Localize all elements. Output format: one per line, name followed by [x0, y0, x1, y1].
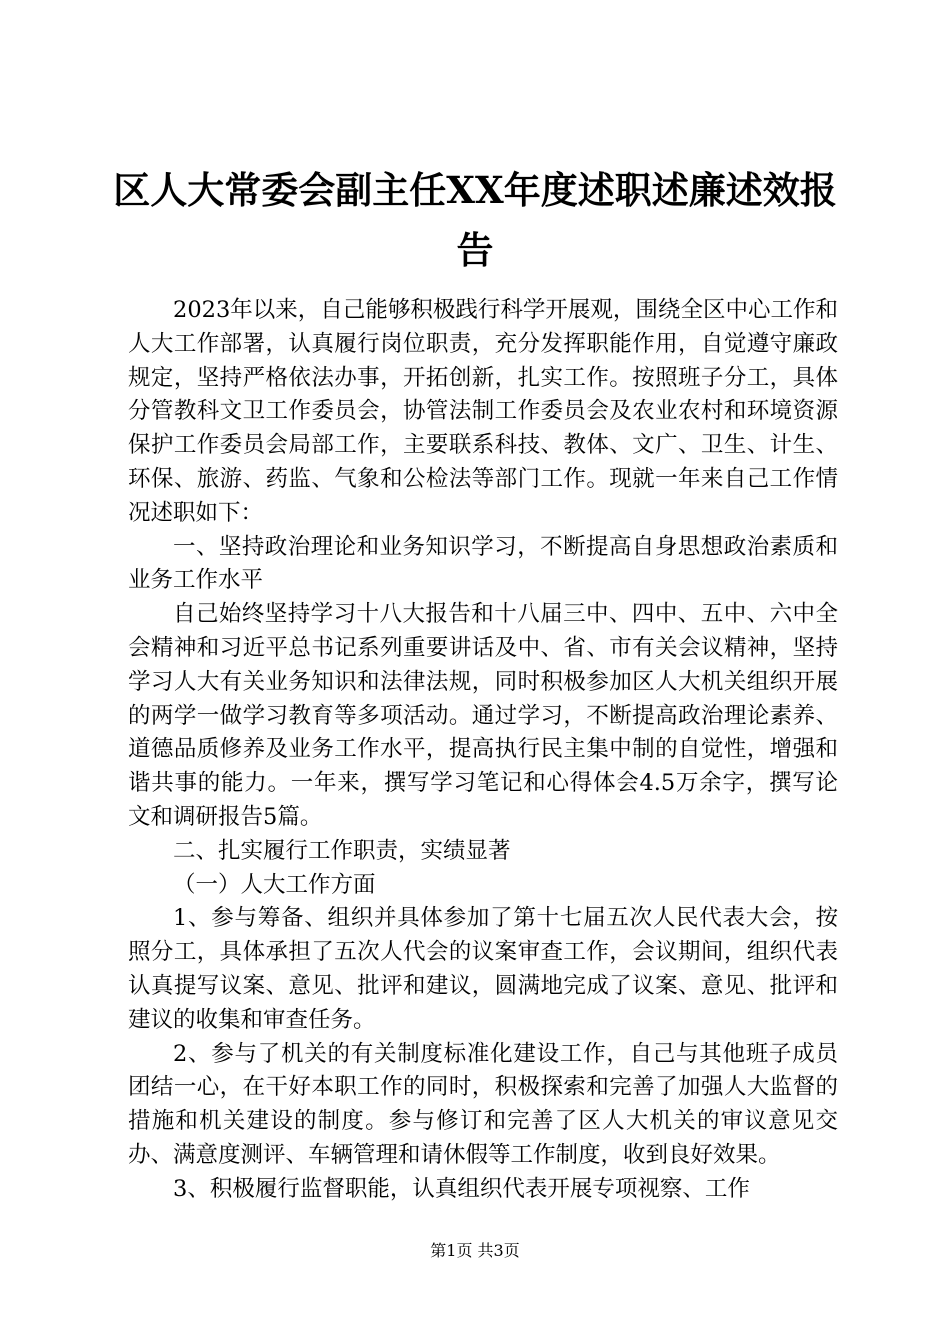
section-heading-2: 二、扎实履行工作职责，实绩显著 — [173, 837, 511, 864]
document-title: 区人大常委会副主任XX年度述职述廉述效报告 — [113, 168, 837, 272]
item-2-paragraph: 2、参与了机关的有关制度标准化建设工作，自己与其他班子成员团结一心，在干好本职工作的同时，积极探索和完善了加强人大监督的措施和机关建设的制度。参与修订和完善了区人大机关的审议意见交办、满意度测评、车辆管理和请休假等工作制度，收到良好效果。 — [128, 1040, 838, 1168]
item-3-paragraph: 3、积极履行监督职能，认真组织代表开展专项视察、工作 — [173, 1175, 750, 1202]
subsection-heading-1: （一）人大工作方面 — [173, 871, 376, 898]
document-body — [128, 294, 838, 1207]
intro-paragraph: 2023年以来，自己能够积极践行科学开展观，围绕全区中心工作和人大工作部署，认真履行岗位职责，充分发挥职能作用，自觉遵守廉政规定，坚持严格依法办事，开拓创新，扎实工作。按照班子分工，具体分管教科文卫工作委员会，协管法制工作委员会及农业农村和环境资源保护工作委员会局部工作，主要联系科技、教体、文广、卫生、计生、环保、旅游、药监、气象和公检法等部门工作。现就一年来自己工作情况述职如下： — [128, 297, 838, 526]
section-heading-1: 一、坚持政治理论和业务知识学习，不断提高自身思想政治素质和业务工作水平 — [128, 533, 838, 594]
section-1-paragraph: 自己始终坚持学习十八大报告和十八届三中、四中、五中、六中全会精神和习近平总书记系列重要讲话及中、省、市有关会议精神，坚持学习人大有关业务知识和法律法规，同时积极参加区人大机关组织开展的两学一做学习教育等多项活动。通过学习，不断提高政治理论素养、道德品质修养及业务工作水平，提高执行民主集中制的自觉性，增强和谐共事的能力。一年来，撰写学习笔记和心得体会4.5万余字，撰写论文和调研报告5篇。 — [128, 601, 838, 830]
item-1-paragraph: 1、参与筹备、组织并具体参加了第十七届五次人民代表大会，按照分工，具体承担了五次人代会的议案审查工作，会议期间，组织代表认真提写议案、意见、批评和建议，圆满地完成了议案、意见、批评和建议的收集和审查任务。 — [128, 905, 838, 1033]
page-number-footer: 第1页 共3页 — [430, 1241, 520, 1260]
